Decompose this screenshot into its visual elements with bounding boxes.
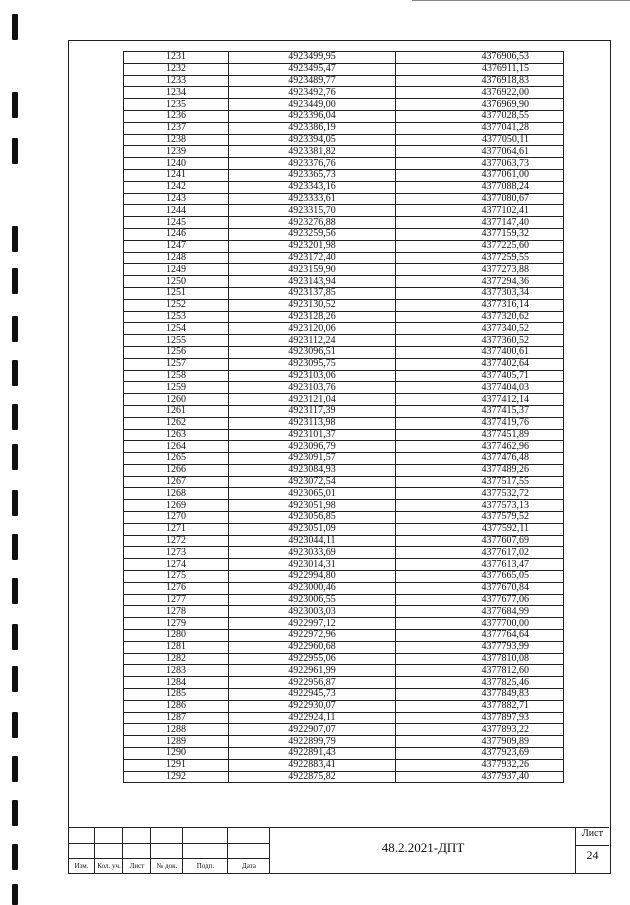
binder-mark xyxy=(12,404,18,430)
y-coordinate-cell: 4377670,84 xyxy=(396,582,564,594)
point-number-cell: 1273 xyxy=(124,547,229,559)
x-coordinate-cell: 4922930,07 xyxy=(229,700,396,712)
point-number-cell: 1272 xyxy=(124,535,229,547)
y-coordinate-cell: 4377412,14 xyxy=(396,394,564,406)
table-row xyxy=(124,712,564,724)
binder-mark xyxy=(12,226,18,252)
table-row xyxy=(124,641,564,653)
table-row xyxy=(124,653,564,665)
table-row xyxy=(124,217,564,229)
y-coordinate-cell: 4377825,46 xyxy=(396,677,564,689)
table-row xyxy=(124,571,564,583)
x-coordinate-cell: 4923159,90 xyxy=(229,264,396,276)
y-coordinate-cell: 4377517,55 xyxy=(396,476,564,488)
table-row xyxy=(124,606,564,618)
table-row xyxy=(124,748,564,760)
point-number-cell: 1276 xyxy=(124,582,229,594)
sheet-label: Лист xyxy=(582,828,603,839)
y-coordinate-cell: 4376918,83 xyxy=(396,75,564,87)
y-coordinate-cell: 4377294,36 xyxy=(396,276,564,288)
x-coordinate-cell: 4922960,68 xyxy=(229,641,396,653)
x-coordinate-cell: 4922924,11 xyxy=(229,712,396,724)
table-row xyxy=(124,146,564,158)
x-coordinate-cell: 4923117,39 xyxy=(229,405,396,417)
point-number-cell: 1238 xyxy=(124,134,229,146)
y-coordinate-cell: 4377080,67 xyxy=(396,193,564,205)
table-row xyxy=(124,299,564,311)
point-number-cell: 1278 xyxy=(124,606,229,618)
y-coordinate-cell: 4377419,76 xyxy=(396,417,564,429)
point-number-cell: 1257 xyxy=(124,358,229,370)
point-number-cell: 1291 xyxy=(124,759,229,771)
point-number-cell: 1286 xyxy=(124,700,229,712)
x-coordinate-cell: 4923343,16 xyxy=(229,181,396,193)
x-coordinate-cell: 4923259,56 xyxy=(229,228,396,240)
point-number-cell: 1239 xyxy=(124,146,229,158)
table-row xyxy=(124,547,564,559)
y-coordinate-cell: 4377810,08 xyxy=(396,653,564,665)
y-coordinate-cell: 4377617,02 xyxy=(396,547,564,559)
table-row xyxy=(124,75,564,87)
table-row xyxy=(124,500,564,512)
y-coordinate-cell: 4377360,52 xyxy=(396,335,564,347)
x-coordinate-cell: 4923128,26 xyxy=(229,311,396,323)
table-row xyxy=(124,394,564,406)
point-number-cell: 1246 xyxy=(124,228,229,240)
table-row xyxy=(124,700,564,712)
y-coordinate-cell: 4377937,40 xyxy=(396,771,564,783)
point-number-cell: 1241 xyxy=(124,169,229,181)
point-number-cell: 1277 xyxy=(124,594,229,606)
x-coordinate-cell: 4923492,76 xyxy=(229,87,396,99)
x-coordinate-cell: 4923449,00 xyxy=(229,99,396,111)
table-row xyxy=(124,276,564,288)
point-number-cell: 1268 xyxy=(124,488,229,500)
table-row xyxy=(124,677,564,689)
table-row xyxy=(124,464,564,476)
x-coordinate-cell: 4923044,11 xyxy=(229,535,396,547)
y-coordinate-cell: 4377532,72 xyxy=(396,488,564,500)
point-number-cell: 1233 xyxy=(124,75,229,87)
table-row xyxy=(124,724,564,736)
point-number-cell: 1263 xyxy=(124,429,229,441)
x-coordinate-cell: 4923091,57 xyxy=(229,453,396,465)
y-coordinate-cell: 4377613,47 xyxy=(396,559,564,571)
table-row xyxy=(124,228,564,240)
x-coordinate-cell: 4922883,41 xyxy=(229,759,396,771)
binder-mark xyxy=(12,444,18,470)
x-coordinate-cell: 4923084,93 xyxy=(229,464,396,476)
table-row xyxy=(124,771,564,783)
y-coordinate-cell: 4377764,64 xyxy=(396,630,564,642)
point-number-cell: 1271 xyxy=(124,523,229,535)
x-coordinate-cell: 4923033,69 xyxy=(229,547,396,559)
point-number-cell: 1252 xyxy=(124,299,229,311)
point-number-cell: 1251 xyxy=(124,287,229,299)
point-number-cell: 1242 xyxy=(124,181,229,193)
table-row xyxy=(124,87,564,99)
point-number-cell: 1247 xyxy=(124,240,229,252)
x-coordinate-cell: 4922961,99 xyxy=(229,665,396,677)
x-coordinate-cell: 4923096,51 xyxy=(229,346,396,358)
x-coordinate-cell: 4923112,24 xyxy=(229,335,396,347)
x-coordinate-cell: 4923376,76 xyxy=(229,158,396,170)
point-number-cell: 1250 xyxy=(124,276,229,288)
stamp-label-sheet: Лист xyxy=(129,862,145,870)
table-row xyxy=(124,181,564,193)
table-row xyxy=(124,523,564,535)
y-coordinate-cell: 4377462,96 xyxy=(396,441,564,453)
x-coordinate-cell: 4923103,76 xyxy=(229,382,396,394)
x-coordinate-cell: 4923201,98 xyxy=(229,240,396,252)
point-number-cell: 1244 xyxy=(124,205,229,217)
y-coordinate-cell: 4377849,83 xyxy=(396,689,564,701)
x-coordinate-cell: 4923365,73 xyxy=(229,169,396,181)
x-coordinate-cell: 4922997,12 xyxy=(229,618,396,630)
table-row xyxy=(124,370,564,382)
point-number-cell: 1279 xyxy=(124,618,229,630)
y-coordinate-cell: 4377923,69 xyxy=(396,748,564,760)
point-number-cell: 1292 xyxy=(124,771,229,783)
table-row xyxy=(124,630,564,642)
y-coordinate-cell: 4376911,15 xyxy=(396,63,564,75)
y-coordinate-cell: 4377147,40 xyxy=(396,217,564,229)
y-coordinate-cell: 4377700,00 xyxy=(396,618,564,630)
table-row xyxy=(124,618,564,630)
table-row xyxy=(124,134,564,146)
y-coordinate-cell: 4376969,90 xyxy=(396,99,564,111)
point-number-cell: 1236 xyxy=(124,110,229,122)
y-coordinate-cell: 4377061,00 xyxy=(396,169,564,181)
x-coordinate-cell: 4923095,75 xyxy=(229,358,396,370)
point-number-cell: 1261 xyxy=(124,405,229,417)
y-coordinate-cell: 4377489,26 xyxy=(396,464,564,476)
table-row xyxy=(124,63,564,75)
x-coordinate-cell: 4923096,79 xyxy=(229,441,396,453)
point-number-cell: 1245 xyxy=(124,217,229,229)
table-row xyxy=(124,240,564,252)
point-number-cell: 1264 xyxy=(124,441,229,453)
x-coordinate-cell: 4923120,06 xyxy=(229,323,396,335)
y-coordinate-cell: 4377273,88 xyxy=(396,264,564,276)
x-coordinate-cell: 4922945,73 xyxy=(229,689,396,701)
table-row xyxy=(124,382,564,394)
point-number-cell: 1255 xyxy=(124,335,229,347)
table-row xyxy=(124,535,564,547)
table-row xyxy=(124,335,564,347)
table-row xyxy=(124,582,564,594)
table-row xyxy=(124,736,564,748)
table-row xyxy=(124,158,564,170)
y-coordinate-cell: 4377592,11 xyxy=(396,523,564,535)
point-number-cell: 1281 xyxy=(124,641,229,653)
x-coordinate-cell: 4923495,47 xyxy=(229,63,396,75)
y-coordinate-cell: 4377404,03 xyxy=(396,382,564,394)
table-row xyxy=(124,110,564,122)
x-coordinate-cell: 4922994,80 xyxy=(229,571,396,583)
point-number-cell: 1260 xyxy=(124,394,229,406)
x-coordinate-cell: 4923315,70 xyxy=(229,205,396,217)
y-coordinate-cell: 4377451,89 xyxy=(396,429,564,441)
binder-mark xyxy=(12,712,18,738)
x-coordinate-cell: 4923386,19 xyxy=(229,122,396,134)
y-coordinate-cell: 4376922,00 xyxy=(396,87,564,99)
x-coordinate-cell: 4922955,06 xyxy=(229,653,396,665)
point-number-cell: 1253 xyxy=(124,311,229,323)
stamp-label-doc-number: № док. xyxy=(156,862,178,870)
x-coordinate-cell: 4923172,40 xyxy=(229,252,396,264)
y-coordinate-cell: 4377063,73 xyxy=(396,158,564,170)
table-row xyxy=(124,559,564,571)
point-number-cell: 1266 xyxy=(124,464,229,476)
x-coordinate-cell: 4923006,55 xyxy=(229,594,396,606)
y-coordinate-cell: 4377909,89 xyxy=(396,736,564,748)
y-coordinate-cell: 4377415,37 xyxy=(396,405,564,417)
table-row xyxy=(124,311,564,323)
coordinates-table xyxy=(123,51,564,783)
binder-mark xyxy=(12,316,18,342)
point-number-cell: 1270 xyxy=(124,512,229,524)
point-number-cell: 1240 xyxy=(124,158,229,170)
table-row xyxy=(124,287,564,299)
x-coordinate-cell: 4923143,94 xyxy=(229,276,396,288)
y-coordinate-cell: 4377476,48 xyxy=(396,453,564,465)
y-coordinate-cell: 4377405,71 xyxy=(396,370,564,382)
x-coordinate-cell: 4923051,98 xyxy=(229,500,396,512)
x-coordinate-cell: 4923499,95 xyxy=(229,52,396,64)
point-number-cell: 1285 xyxy=(124,689,229,701)
y-coordinate-cell: 4377573,13 xyxy=(396,500,564,512)
y-coordinate-cell: 4377320,62 xyxy=(396,311,564,323)
sheet-number: 24 xyxy=(586,848,599,862)
point-number-cell: 1234 xyxy=(124,87,229,99)
x-coordinate-cell: 4922899,79 xyxy=(229,736,396,748)
point-number-cell: 1235 xyxy=(124,99,229,111)
y-coordinate-cell: 4377400,61 xyxy=(396,346,564,358)
table-row xyxy=(124,759,564,771)
point-number-cell: 1232 xyxy=(124,63,229,75)
scan-edge-line xyxy=(412,0,630,1)
x-coordinate-cell: 4923333,61 xyxy=(229,193,396,205)
x-coordinate-cell: 4923014,31 xyxy=(229,559,396,571)
x-coordinate-cell: 4923394,05 xyxy=(229,134,396,146)
x-coordinate-cell: 4923103,06 xyxy=(229,370,396,382)
table-row xyxy=(124,358,564,370)
y-coordinate-cell: 4377677,06 xyxy=(396,594,564,606)
binder-mark xyxy=(12,490,18,516)
point-number-cell: 1265 xyxy=(124,453,229,465)
point-number-cell: 1288 xyxy=(124,724,229,736)
point-number-cell: 1249 xyxy=(124,264,229,276)
point-number-cell: 1258 xyxy=(124,370,229,382)
point-number-cell: 1287 xyxy=(124,712,229,724)
y-coordinate-cell: 4377259,55 xyxy=(396,252,564,264)
y-coordinate-cell: 4377088,24 xyxy=(396,181,564,193)
point-number-cell: 1237 xyxy=(124,122,229,134)
point-number-cell: 1280 xyxy=(124,630,229,642)
document-code: 48.2.2021-ДПТ xyxy=(381,840,465,855)
table-row xyxy=(124,488,564,500)
binder-mark xyxy=(12,14,18,40)
x-coordinate-cell: 4923051,09 xyxy=(229,523,396,535)
y-coordinate-cell: 4377932,26 xyxy=(396,759,564,771)
y-coordinate-cell: 4377607,69 xyxy=(396,535,564,547)
binder-mark xyxy=(12,534,18,560)
x-coordinate-cell: 4923113,98 xyxy=(229,417,396,429)
x-coordinate-cell: 4923072,54 xyxy=(229,476,396,488)
point-number-cell: 1231 xyxy=(124,52,229,64)
y-coordinate-cell: 4377050,11 xyxy=(396,134,564,146)
stamp-label-signature: Подп. xyxy=(196,862,215,870)
stamp-row-line xyxy=(68,843,270,844)
stamp-label-date: Дата xyxy=(242,862,256,870)
x-coordinate-cell: 4923056,85 xyxy=(229,512,396,524)
y-coordinate-cell: 4377893,22 xyxy=(396,724,564,736)
point-number-cell: 1282 xyxy=(124,653,229,665)
x-coordinate-cell: 4923121,04 xyxy=(229,394,396,406)
binder-mark xyxy=(12,800,18,826)
y-coordinate-cell: 4377303,34 xyxy=(396,287,564,299)
point-number-cell: 1254 xyxy=(124,323,229,335)
x-coordinate-cell: 4922907,07 xyxy=(229,724,396,736)
point-number-cell: 1284 xyxy=(124,677,229,689)
y-coordinate-cell: 4377793,99 xyxy=(396,641,564,653)
y-coordinate-cell: 4377812,60 xyxy=(396,665,564,677)
binder-mark xyxy=(12,92,18,118)
stamp-row-line xyxy=(68,858,270,859)
binder-mark xyxy=(12,360,18,386)
point-number-cell: 1275 xyxy=(124,571,229,583)
table-row xyxy=(124,52,564,64)
table-row xyxy=(124,453,564,465)
point-number-cell: 1259 xyxy=(124,382,229,394)
table-row xyxy=(124,689,564,701)
table-row xyxy=(124,193,564,205)
binder-mark xyxy=(12,268,18,294)
binder-mark xyxy=(12,666,18,692)
x-coordinate-cell: 4923003,03 xyxy=(229,606,396,618)
y-coordinate-cell: 4377159,32 xyxy=(396,228,564,240)
x-coordinate-cell: 4922956,87 xyxy=(229,677,396,689)
table-row xyxy=(124,476,564,488)
table-row xyxy=(124,594,564,606)
binder-mark xyxy=(12,624,18,650)
x-coordinate-cell: 4923489,77 xyxy=(229,75,396,87)
point-number-cell: 1267 xyxy=(124,476,229,488)
x-coordinate-cell: 4923276,88 xyxy=(229,217,396,229)
table-row xyxy=(124,99,564,111)
y-coordinate-cell: 4377402,64 xyxy=(396,358,564,370)
stamp-label-change: Изм. xyxy=(74,862,89,870)
table-row xyxy=(124,665,564,677)
y-coordinate-cell: 4377041,28 xyxy=(396,122,564,134)
y-coordinate-cell: 4377665,05 xyxy=(396,571,564,583)
y-coordinate-cell: 4377579,52 xyxy=(396,512,564,524)
binder-mark xyxy=(12,756,18,782)
table-row xyxy=(124,512,564,524)
y-coordinate-cell: 4377882,71 xyxy=(396,700,564,712)
point-number-cell: 1256 xyxy=(124,346,229,358)
x-coordinate-cell: 4923381,82 xyxy=(229,146,396,158)
table-row xyxy=(124,122,564,134)
table-row xyxy=(124,405,564,417)
y-coordinate-cell: 4377225,60 xyxy=(396,240,564,252)
point-number-cell: 1248 xyxy=(124,252,229,264)
y-coordinate-cell: 4376906,53 xyxy=(396,52,564,64)
x-coordinate-cell: 4923065,01 xyxy=(229,488,396,500)
table-row xyxy=(124,169,564,181)
x-coordinate-cell: 4922875,82 xyxy=(229,771,396,783)
y-coordinate-cell: 4377316,14 xyxy=(396,299,564,311)
binder-mark xyxy=(12,138,18,164)
table-row xyxy=(124,323,564,335)
table-row xyxy=(124,346,564,358)
x-coordinate-cell: 4923130,52 xyxy=(229,299,396,311)
y-coordinate-cell: 4377897,93 xyxy=(396,712,564,724)
point-number-cell: 1290 xyxy=(124,748,229,760)
point-number-cell: 1262 xyxy=(124,417,229,429)
y-coordinate-cell: 4377102,41 xyxy=(396,205,564,217)
table-row xyxy=(124,205,564,217)
x-coordinate-cell: 4923000,46 xyxy=(229,582,396,594)
point-number-cell: 1289 xyxy=(124,736,229,748)
x-coordinate-cell: 4923101,37 xyxy=(229,429,396,441)
y-coordinate-cell: 4377340,52 xyxy=(396,323,564,335)
point-number-cell: 1243 xyxy=(124,193,229,205)
table-row xyxy=(124,417,564,429)
table-row xyxy=(124,429,564,441)
y-coordinate-cell: 4377684,99 xyxy=(396,606,564,618)
point-number-cell: 1274 xyxy=(124,559,229,571)
binder-mark xyxy=(12,844,18,870)
y-coordinate-cell: 4377028,55 xyxy=(396,110,564,122)
x-coordinate-cell: 4923137,85 xyxy=(229,287,396,299)
stamp-row-line xyxy=(576,845,609,846)
binder-mark xyxy=(12,578,18,604)
point-number-cell: 1269 xyxy=(124,500,229,512)
point-number-cell: 1283 xyxy=(124,665,229,677)
binder-mark xyxy=(12,884,18,905)
table-row xyxy=(124,252,564,264)
x-coordinate-cell: 4923396,04 xyxy=(229,110,396,122)
table-row xyxy=(124,264,564,276)
x-coordinate-cell: 4922891,43 xyxy=(229,748,396,760)
table-row xyxy=(124,441,564,453)
y-coordinate-cell: 4377064,61 xyxy=(396,146,564,158)
stamp-label-quantity: Кол. уч. xyxy=(97,862,121,870)
x-coordinate-cell: 4922972,96 xyxy=(229,630,396,642)
